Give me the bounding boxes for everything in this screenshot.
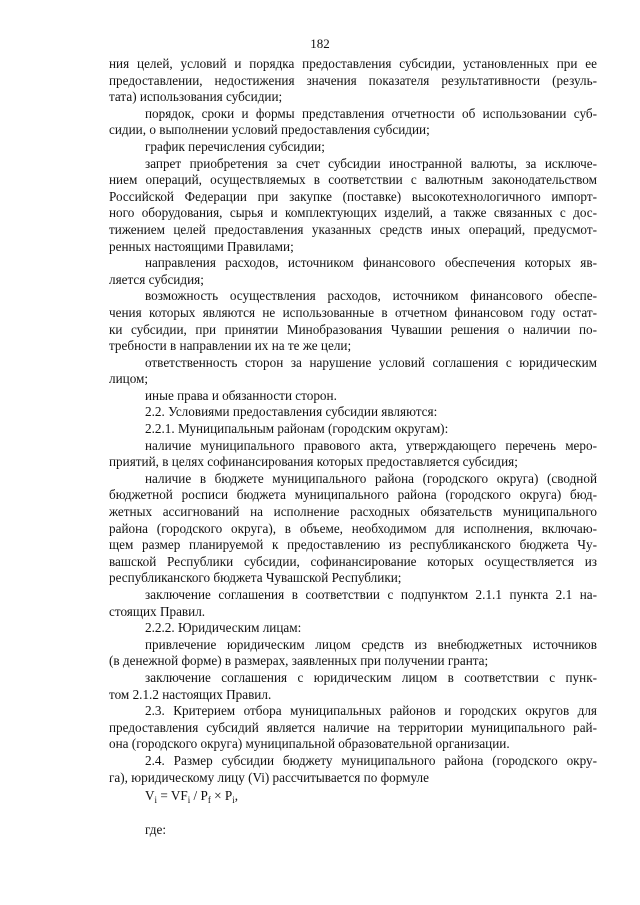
text-line: заключение соглашения в соответствии с подпунктом 2.1.1 пункта 2.1 на- — [145, 587, 597, 602]
text-line: вашской Республики субсидии, софинансирование которых осуществляется из — [109, 553, 597, 569]
text-line: лицом; — [109, 371, 149, 387]
text-line: нием операций, осуществляемых в соответствии с валютным законодательством — [109, 172, 597, 188]
formula-vf-subscript: i — [187, 795, 191, 805]
text-line: (в денежной форме) в размерах, заявленных при получении гранта; — [109, 653, 489, 669]
formula-p2-subscript: i — [232, 795, 235, 805]
text-line: она (городского округа) муниципальной образовательной организации. — [109, 736, 510, 752]
text-line: щем размер планируемой к предоставлению из республиканского бюджета Чу- — [109, 537, 597, 553]
text-line: бюджетной росписи бюджета муниципального района (городского округа) бюд- — [109, 487, 597, 503]
text-line: привлечение юридическим лицом средств из внебюджетных источников — [145, 636, 597, 652]
text-line: ответственность сторон за нарушение условий соглашения с юридическим — [145, 354, 597, 370]
text-line: требности в направлении их на те же цели; — [109, 338, 352, 354]
text-line: 2.2. Условиями предоставления субсидии являются: — [145, 404, 438, 420]
text-line: приятий, в целях софинансирования которых предоставляется субсидия; — [109, 454, 518, 470]
text-line: тижением целей предоставления указанных средств иных операций, предусмот- — [109, 221, 597, 237]
where-label: где: — [145, 822, 166, 837]
text-line: республиканского бюджета Чувашской Республики; — [109, 570, 402, 586]
text-line: порядок, сроки и формы представления отчетности об использовании суб- — [145, 105, 597, 121]
text-line: га), юридическому лицу (Vi) рассчитывается по формуле — [109, 769, 429, 785]
text-line: Российской Федерации при закупке (поставке) высокотехнологичного импорт- — [109, 188, 597, 204]
text-line: 2.4. Размер субсидии бюджету муниципального района (городского окру- — [145, 752, 597, 768]
text-line: 2.2.2. Юридическим лицам: — [145, 620, 302, 636]
text-line: направления расходов, источником финансового обеспечения которых яв- — [145, 255, 597, 271]
text-line: сидии, о выполнении условий предоставления субсидии; — [109, 122, 430, 138]
text-line: том 2.1.2 настоящих Правил. — [109, 686, 272, 702]
text-line: района (городского округа), в объеме, необходимом для исполнения, включаю- — [109, 520, 597, 536]
formula-tail: , — [234, 788, 238, 803]
text-line: ляется субсидия; — [109, 271, 204, 287]
text-line: график перечисления субсидии; — [145, 138, 325, 154]
text-line: возможность осуществления расходов, источником финансового обеспе- — [145, 288, 597, 304]
text-line: предоставлении, недостижения значения показателя результативности (резуль- — [109, 72, 597, 88]
subsidy-formula — [145, 788, 238, 805]
formula-v-subscript: i — [154, 795, 158, 805]
text-line: запрет приобретения за счет субсидии иностранной валюты, за исключе- — [145, 155, 597, 171]
formula-times-p: × P — [210, 788, 233, 803]
formula-equals-vf: = VF — [157, 788, 188, 803]
text-line: чения которых являются не использованные в отчетном финансовом году остат- — [109, 304, 597, 320]
document-body — [109, 56, 597, 786]
text-line: предоставления субсидий является наличие на территории муниципального рай- — [109, 719, 597, 735]
page-number: 182 — [310, 36, 330, 51]
text-line: стоящих Правил. — [109, 603, 206, 619]
text-line: 2.2.1. Муниципальным районам (городским округам): — [145, 421, 449, 437]
text-line: заключение соглашения с юридическим лицом в соответствии с пунк- — [145, 669, 597, 685]
formula-divide-p: / P — [190, 788, 208, 803]
text-line: жетных ассигнований на исполнение расходных обязательств муниципального — [109, 504, 597, 520]
text-line: наличие муниципального правового акта, утверждающего перечень меро- — [145, 437, 597, 453]
text-line: ного оборудования, сырья и комплектующих изделий, а также связанных с дос- — [109, 205, 597, 221]
text-line: иные права и обязанности сторон. — [145, 387, 337, 403]
formula-p1-subscript: f — [207, 795, 211, 805]
formula-v: V — [145, 788, 155, 803]
text-line: наличие в бюджете муниципального района (городского округа) (сводной — [145, 470, 597, 486]
text-line: ния целей, условий и порядка предоставления субсидии, установленных при ее — [109, 56, 597, 71]
text-line: 2.3. Критерием отбора муниципальных районов и городских округов для — [145, 703, 597, 719]
text-line: ренных настоящими Правилами; — [109, 238, 294, 254]
text-line: ки субсидии, при принятии Минобразования Чувашии решения о наличии по- — [109, 321, 597, 337]
text-line: тата) использования субсидии; — [109, 89, 283, 105]
